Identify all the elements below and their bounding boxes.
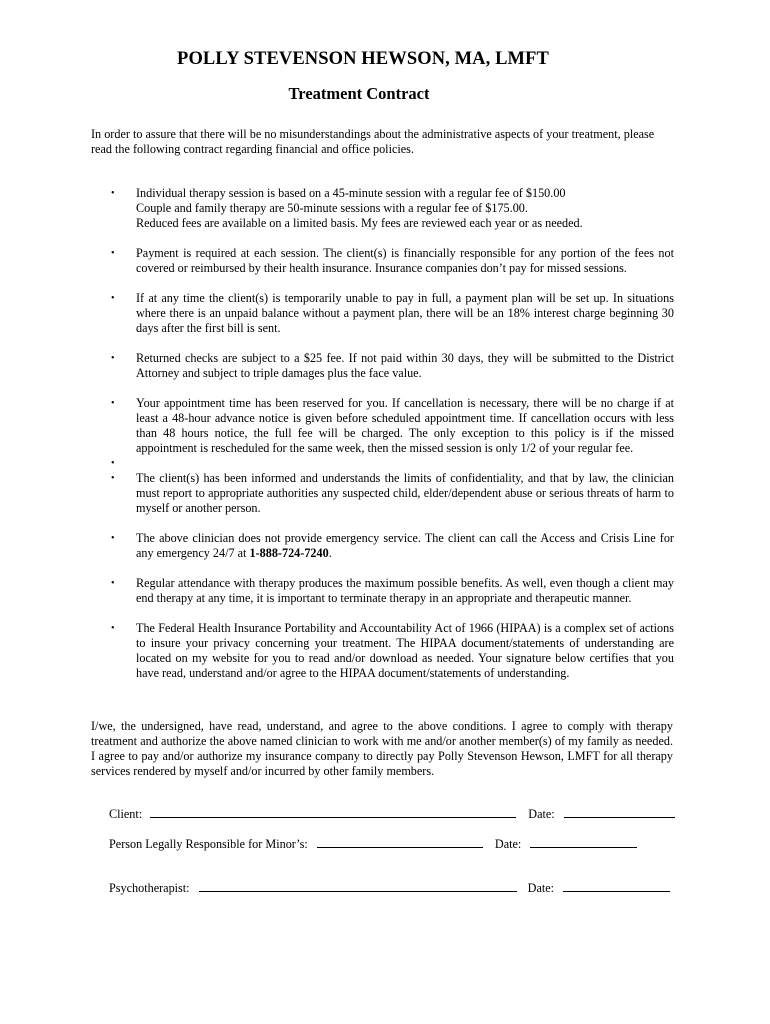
therapist-label: Psychotherapist: — [109, 881, 190, 895]
returned-checks-text: Returned checks are subject to a $25 fee. If not paid within 30 days, they will be submitted to the District Attorney and subject to triple damages plus the face value. — [136, 351, 674, 380]
document-subtitle: Treatment Contract — [288, 84, 430, 103]
policy-list — [111, 186, 674, 681]
bullet-icon: • — [111, 578, 115, 589]
intro-paragraph: In order to assure that there will be no misunderstandings about the administrative aspects of your treatment, please read the following contract regarding financial and office policies. — [91, 127, 655, 156]
bullet-icon: • — [111, 473, 115, 484]
client-signature-row — [109, 806, 675, 822]
list-item-attendance — [111, 576, 674, 606]
guardian-date-label: Date: — [494, 837, 522, 851]
client-date-field[interactable] — [564, 806, 675, 818]
bullet-icon: • — [111, 188, 115, 199]
list-item-fees — [111, 186, 674, 231]
payment-text: Payment is required at each session. The client(s) is financially responsible for any portion of the fees not covered or reimbursed by their health insurance. Insurance companies don’t pay for missed sessions. — [136, 246, 674, 275]
list-item-emergency: • The above clinician does not provide emergency service. The client can call the Access and Crisis Line for any emergency 24/7 at 1-888-724-7240. — [111, 531, 674, 560]
list-item-payment-plan — [111, 291, 674, 336]
list-item-hipaa — [111, 621, 674, 681]
cancellation-text: Your appointment time has been reserved for you. If cancellation is necessary, there will be no charge if at least a 48-hour advance notice is given before scheduled appointment time. If cancellation occurs with less than 48 hours notice, the full fee will be charged. The only exception to this policy is if the missed appointment is rescheduled for the same week, then the missed session is only 1/2 of your regular fee. — [136, 396, 674, 455]
bullet-icon: • — [111, 398, 115, 409]
guardian-signature-field[interactable] — [317, 836, 483, 848]
payment-plan-text: If at any time the client(s) is temporarily unable to pay in full, a payment plan will be set up. In situations where there is an unpaid balance without a payment plan, there will be an 18% interest charge beginning 30 days after the first bill is sent. — [136, 291, 674, 335]
list-item-cancellation — [111, 396, 674, 456]
fee-reduced-text: Reduced fees are available on a limited basis. My fees are reviewed each year or as needed. — [136, 216, 583, 230]
client-signature-field[interactable] — [150, 806, 516, 818]
client-date-label: Date: — [528, 807, 555, 821]
client-label: Client: — [109, 807, 143, 821]
guardian-signature-row — [109, 836, 637, 852]
list-item-confidentiality — [111, 471, 674, 516]
bullet-icon: • — [111, 533, 115, 544]
guardian-date-field[interactable] — [530, 836, 637, 848]
crisis-line-phone: 1-888-724-7240 — [249, 546, 329, 560]
therapist-date-field[interactable] — [563, 880, 670, 892]
list-item-payment — [111, 246, 674, 276]
document-title: POLLY STEVENSON HEWSON, MA, LMFT — [177, 49, 549, 69]
list-item-returned-checks — [111, 351, 674, 381]
list-item-empty — [111, 456, 674, 471]
fee-individual-text: Individual therapy session is based on a 45-minute session with a regular fee of $150.00 — [136, 186, 566, 200]
bullet-icon: • — [111, 293, 115, 304]
attendance-text: Regular attendance with therapy produces the maximum possible benefits. As well, even though a client may end therapy at any time, it is important to terminate therapy in an appropriate and therapeutic manner. — [136, 576, 674, 605]
bullet-icon: • — [111, 458, 115, 469]
guardian-label: Person Legally Responsible for Minor’s: — [109, 837, 308, 851]
therapist-signature-row — [109, 880, 670, 896]
hipaa-text: The Federal Health Insurance Portability and Accountability Act of 1966 (HIPAA) is a complex set of actions to insure your privacy concerning your treatment. The HIPAA document/statements of understanding are located on my website for you to read and/or download as needed. Your signature below certifies that you have read, understand and/or agree to the HIPAA document/statements of understanding. — [136, 621, 674, 680]
bullet-icon: • — [111, 353, 115, 364]
bullet-icon: • — [111, 248, 115, 259]
emergency-text: The above clinician does not provide emergency service. The client can call the Access and Crisis Line for any emergency 24/7 at — [136, 531, 674, 560]
agreement-paragraph: I/we, the undersigned, have read, understand, and agree to the above conditions. I agree to comply with therapy treatment and authorize the above named clinician to work with me and/or another member(s) of my family as needed. I agree to pay and/or authorize my insurance company to directly pay Polly Stevenson Hewson, LMFT for all therapy services rendered by myself and/or incurred by other family members. — [91, 719, 673, 778]
therapist-signature-field[interactable] — [199, 880, 517, 892]
confidentiality-text: The client(s) has been informed and understands the limits of confidentiality, and that by law, the clinician must report to appropriate authorities any suspected child, elder/dependent abuse or serious threats of harm to myself or another person. — [136, 471, 674, 515]
fee-couple-text: Couple and family therapy are 50-minute sessions with a regular fee of $175.00. — [136, 201, 528, 215]
therapist-date-label: Date: — [527, 881, 555, 895]
bullet-icon: • — [111, 623, 115, 634]
